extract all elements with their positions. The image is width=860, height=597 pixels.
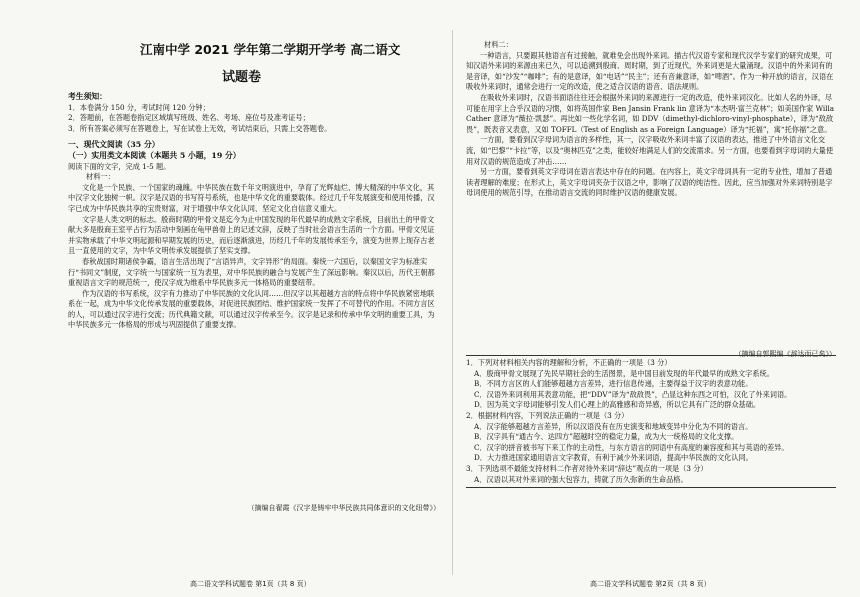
source-note: （摘编自郭熙编《辞达而已矣》） — [734, 349, 836, 358]
notice-item: 3．所有答案必须写在答题卷上，写在试卷上无效，考试结束后，只需上交答题卷。 — [68, 123, 332, 133]
material-label: 材料一： — [86, 172, 115, 182]
question-option: D．因为英文字母词能够引发人们心理上的高雅感和奇异感，所以它具有广泛的群众基础。 — [474, 400, 761, 410]
source-note: （摘编自翟霞《汉字是铸牢中华民族共同体意识的文化纽带》） — [247, 503, 440, 512]
notice-block — [68, 92, 440, 513]
paragraph: 春秋战国时期诸侯争霸，语言生活出现了“言语异声，文字异形”的局面。秦统一六国后，以秦国文字为标准实行“书同文”制度，文字统一与国家统一互为表里，对中华民族的融合与发展产生了深远影响。秦汉以后，历代王朝都重视语言文字的规范统一，使汉字成为维系中华民族多元一体格局的重要纽带。 — [68, 256, 435, 288]
page-title: 江南中学 2021 学年第二学期开学考 高二语文 — [140, 42, 401, 57]
paragraph: 在吸收外来词时，汉语书面语往往还会根据外来词的来源进行一定的改造，使外来词汉化。比如人名的外译，尽可能在用字上合乎汉语的习惯，如将英国作家 Ben Jansin Frank lin 意译为“本杰明·富兰克林”；如美国作家 Willa Cather 意译为“薇拉·凯瑟”。再比如一些化学名词，如 DDV（dimethyl-dichloro-vinyl-phosphate），译为“敌敌畏”，既表音又表意，又如 TOFFL（Test of English as a Foreign Language）译为“托福”，寓“托你福”之意。 — [466, 92, 835, 134]
notice-item: 2．答题前，在答题卷指定区域填写班级、姓名、考场、座位号及准考证号； — [68, 113, 310, 123]
notice-item: 1．本卷满分 150 分，考试时间 120 分钟； — [68, 102, 210, 112]
paragraph: 一种语言，只要跟其他语言有过接触，就难免会出现外来词。描古代汉语专家和现代汉学专家们的研究成果，可知汉语外来词的来源由来已久，可以追溯到殷商、周时期，到了近现代，外来词更是大量涌现。汉语中的外来词有的是音译，如“沙发”“咖啡”；有的是意译，如“电话”“民主”；还有音兼意译，如“啤酒”。作为一种开放的语言，汉语在吸收外来词时，通常会进行一定的改造，使之适合汉语的语音、语法规则。 — [466, 50, 834, 92]
question-option: A．汉语以其对外来词的强大包容力，铸就了历久弥新的生命品格。 — [474, 474, 688, 484]
page-footer: 高二语文学科试题卷 第1页（共 8 页） — [190, 580, 311, 588]
question-stem: 3．下列选项不最能支持材料二作者对待外来词“辞达”观点的一项是（3 分） — [466, 463, 708, 473]
material-label: 材料二： — [484, 40, 513, 49]
section-heading: 一、现代文阅读（35 分） — [68, 140, 160, 150]
paragraph: 文字是人类文明的标志。殷商时期的甲骨文是迄今为止中国发现的年代最早的成熟文字系统，目前出土的甲骨文献大多是殷商王室平占行为活动中刻画在龟甲兽骨上的记述文辞，反映了当时社会语言生活的一个方面。甲骨文见证并实物承载了中华文明起源和早期发展的历史，而后逐渐演进，历经几千年的发展传承至今，演变为世界上现存古老且一直使用的文字，为中华文明传承发展提供了坚实支撑。 — [68, 214, 435, 256]
paragraph: 另一方面，要看到英文字母词在语言表达中存在的问题。在内容上，英文字母词具有一定的专业性，增加了普通读者理解的难度；在形式上，英文字母词夹杂于汉语之中，影响了汉语的纯洁性。因此，应当加强对外来词特别是字母词使用的规范引导，在推动语言交流的同时维护汉语的健康发展。 — [466, 167, 833, 198]
column-divider — [452, 30, 453, 575]
question-option: A．汉字能够超越方言差异，所以汉语没有在历史演变和地域变异中分化为不同的语言。 — [474, 421, 753, 431]
material2-body — [466, 51, 836, 347]
question-option: D．大力推进国家通用语言文字教育，有利于减少外来词语，提高中华民族的文化认同。 — [474, 453, 753, 463]
page-footer: 高二语文学科试题卷 第2页（共 8 页） — [590, 580, 711, 588]
question-option: B．不同方言区的人们能够超越方言差异，进行信息传递，主要得益于汉字的表意功能。 — [474, 379, 753, 389]
question-stem: 2．根据材料内容，下列说法正确的一项是（3 分） — [466, 410, 629, 420]
question-option: C．汉语外来词利用其表意功能，把“DDV”译为“敌敌畏”，凸显这种东西之可怕，汉化了外来词语。 — [474, 389, 792, 399]
material2-block — [466, 40, 836, 359]
paragraph: 一方面，要看到汉字母词为语言的多样性，其一，汉字吸收外来词丰富了汉语的表达，推进了中外语言文化交流，如“巴黎”“卡拉”等，以及“奥林匹克”之类，能较好地满足人们的交流需求。另一方面，也要看到字母词的大量使用对汉语的规范造成了冲击…… — [466, 135, 834, 166]
instruction: 阅读下面的文字，完成 1-5 题。 — [68, 161, 171, 171]
notice-title: 考生须知： — [68, 92, 107, 101]
subsection-heading: （一）实用类文本阅读（本题共 5 小题，19 分） — [68, 150, 241, 160]
question-option: C．汉字的拼音被书写下来工作的主动性，与东方语言的同语中有高度的兼容度和其与英语的差异。 — [474, 442, 789, 452]
questions-block — [466, 355, 836, 488]
page-subtitle: 试题卷 — [222, 70, 262, 85]
material1-body — [68, 183, 440, 501]
question-option: A．殷商甲骨文展现了先民早期社会的生活图景，是中国目前发现的年代最早的成熟文字系统。 — [474, 368, 774, 378]
paragraph: 作为汉语的书写系统，汉字有力推动了中华民族的文化认同……但汉字以其超越方言的特点将中华民族紧密地联系在一起，成为中华文化传承发展的重要载体，对促进民族团结、维护国家统一发挥了不可替代的作用。不同方言区的人，可以通过汉字进行交流；历代典籍文献，可以通过汉字传承至今。汉字是记录和传承中华文明的重要工具，为中华民族多元一体格局的形成与巩固提供了重要支撑。 — [68, 288, 435, 330]
paragraph: 文化是一个民族、一个国家的魂魄。中华民族在数千年文明演进中，孕育了光辉灿烂、博大精深的中华文化，其中汉字文化独树一帜。汉字是汉语的书写符号系统，也是中华文化的重要载体。经过几千年发展演变和使用传播，汉字已成为中华民族共享的宝贵财富，对于增强中华文化认同、坚定文化自信意义重大。 — [68, 182, 435, 213]
question-stem: 1．下列对材料相关内容的理解和分析，不正确的一项是（3 分） — [466, 358, 672, 367]
question-option: B．汉字具有“通古今、达四方”超越时空的稳定力量，成为大一统格局的文化支撑。 — [474, 432, 739, 442]
